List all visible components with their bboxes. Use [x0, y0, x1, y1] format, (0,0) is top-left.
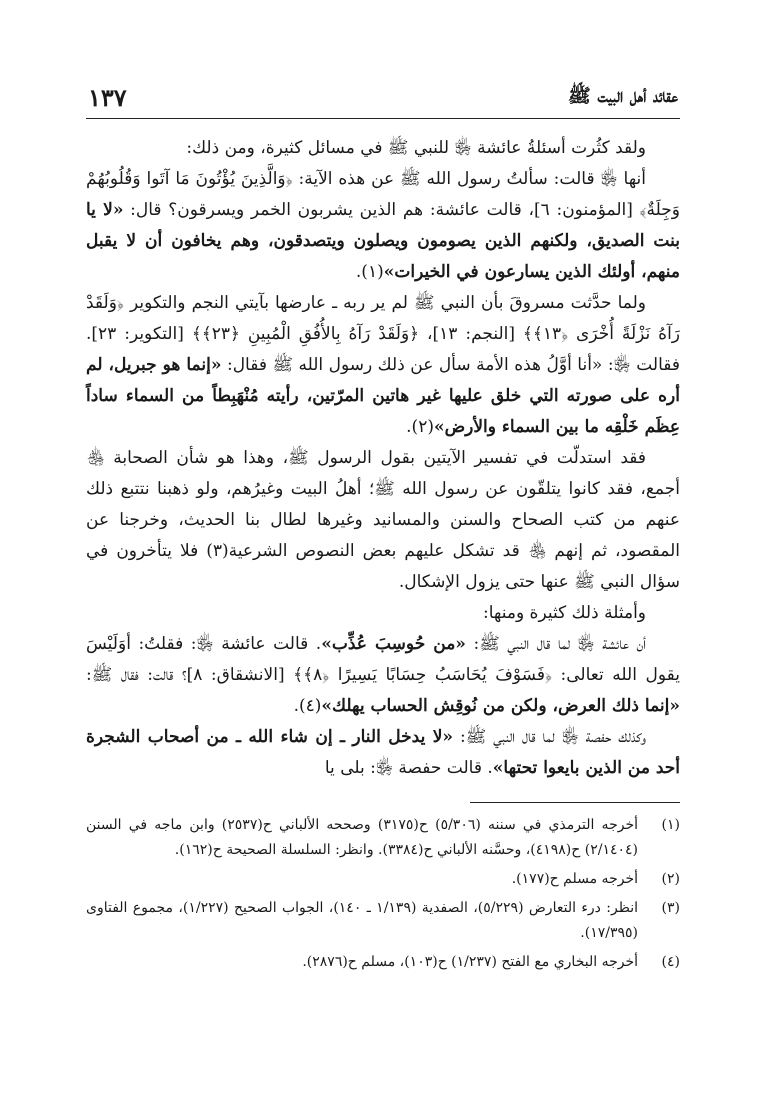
paragraph — [86, 629, 680, 722]
page-header — [86, 78, 680, 119]
footnote-text: أخرجه مسلم ح(١٧٧). — [511, 871, 638, 887]
footnote-number: (٣) — [661, 900, 680, 916]
paragraph — [86, 288, 680, 443]
text-run: (٤). — [293, 696, 322, 716]
footnote-text: أخرجه البخاري مع الفتح (١/٢٣٧) ح(١٠٣)، مسلم ح(٢٨٧٦). — [302, 954, 638, 970]
footnote-text: أخرجه الترمذي في سننه (٥/٣٠٦) ح(٣١٧٥) وصححه الألباني ح(٢٥٣٧) وابن ماجه في السنن (٢/١٤٠٤) ح(٤١٩٨)، وحسَّنه الألباني ح(٣٣٨٤). وانظر: السلسلة الصحيحة ح(١٦٢). — [86, 817, 638, 858]
bold-quote: «لا يا بنت الصديق، ولكنهم الذين يصومون ويصلون ويتصدقون، وهم يخافون أن لا يقبل منهم، أولئك الذين يسارعون في الخيرات» — [86, 200, 680, 282]
paragraph — [86, 598, 680, 629]
text-run: ولقد كثُرت أسئلةُ عائشة ﵂ للنبي ﷺ في مسائل كثيرة، ومن ذلك: — [186, 138, 646, 158]
paragraph — [86, 443, 680, 598]
paragraph — [86, 133, 680, 164]
running-title: عقائد أهل البيت ﷺ — [567, 85, 678, 107]
footnote-number: (١) — [661, 817, 680, 833]
paragraph — [86, 164, 680, 288]
text-run: . قالت حفصة ﵂: بلى يا — [324, 758, 493, 778]
text-run: أنها ﵂ قالت: سألتُ رسول الله ﷺ عن هذه الآية: ﴿وَالَّذِينَ يُؤْتُونَ مَا آتَوا وَقُلُوبُهُمْ وَجِلَةٌ﴾ [المؤمنون: ٦]، قالت عائشة: هم الذين يشربون الخمر ويسرقون؟ قال: — [86, 169, 681, 220]
bold-quote: «لا يدخل النار ـ إن شاء الله ـ من أصحاب الشجرة أحد من الذين بايعوا تحتها» — [86, 727, 680, 778]
text-run: فقد استدلّت في تفسير الآيتين بقول الرسول ﷺ، وهذا هو شأن الصحابة ﵃ أجمع، فقد كانوا يتلقّون عن رسول الله ﷺ؛ أهلُ البيت وغيرُهم، ولو ذهبنا نتتبع ذلك عنهم من كتب الصحاح والسنن والمسانيد وغيرها لطال بنا الحديث، وخرجنا عن المقصود، ثم إنهم ﵃ قد تشكل عليهم بعض النصوص الشرعية(٣) فلا يتأخرون في سؤال النبي ﷺ عنها حتى يزول الإشكال. — [86, 448, 680, 592]
text-run: . قالت عائشة ﵂: فقلتُ: أوَلَيْسَ يقول الله تعالى: ﴿فَسَوْفَ يُحَاسَبُ حِسَابًا يَسِيرًا ﴿٨﴾﴾ [الانشقاق: ٨]؟ قالت: فقال ﷺ: — [86, 634, 680, 685]
bold-quote: «إنما ذلك العرض، ولكن من نُوقِش الحساب يهلك» — [321, 696, 680, 716]
footnote — [86, 867, 680, 892]
page-number: ١٣٧ — [88, 83, 127, 112]
text-run: وأمثلة ذلك كثيرة ومنها: — [482, 603, 646, 623]
body-text — [86, 133, 680, 784]
footnote — [86, 813, 680, 863]
text-run: (١). — [355, 262, 384, 282]
text-run: ولما حدَّثت مسروقَ بأن النبي ﷺ لم ير ربه ـ عارضها بآيتي النجم والتكوير ﴿وَلَقَدْ رَآهُ نَزْلَةً أُخْرَى ﴿١٣﴾﴾ [النجم: ١٣]، ﴿وَلَقَدْ رَآهُ بِالأُفُقِ الْمُبِينِ ﴿٢٣﴾﴾ [التكوير: ٢٣]. فقالت ﵂: «أنا أوَّلُ هذه الأمة سأل عن ذلك رسول الله ﷺ فقال: — [86, 293, 680, 375]
footnote-number: (٤) — [661, 954, 680, 970]
footnote-text: انظر: درء التعارض (٥/٢٢٩)، الصفدية (١/١٣٩ ـ ١٤٠)، الجواب الصحيح (١/٢٢٧)، مجموع الفتاوى (١٧/٣٩٥). — [86, 900, 638, 941]
footnote — [86, 896, 680, 946]
bold-quote: «إنما هو جبريل، لم أره على صورته التي خلق عليها غير هاتين المرّتين، رأيته مُنْهَبِطاً من السماء ساداً عِظَم خَلْقِه ما بين السماء والأرض» — [86, 355, 680, 437]
footnote-divider — [470, 802, 680, 803]
text-run: وكذلك حفصة ﵂ لما قال النبي ﷺ: — [453, 727, 647, 747]
footnotes — [86, 813, 680, 975]
footnote — [86, 950, 680, 975]
paragraph — [86, 722, 680, 784]
footnote-number: (٢) — [661, 871, 680, 887]
text-run: (٢). — [406, 417, 434, 437]
bold-quote: «من حُوسِبَ عُذِّب» — [321, 634, 466, 654]
text-run: أن عائشة ﵂ لما قال النبي ﷺ: — [465, 634, 647, 654]
